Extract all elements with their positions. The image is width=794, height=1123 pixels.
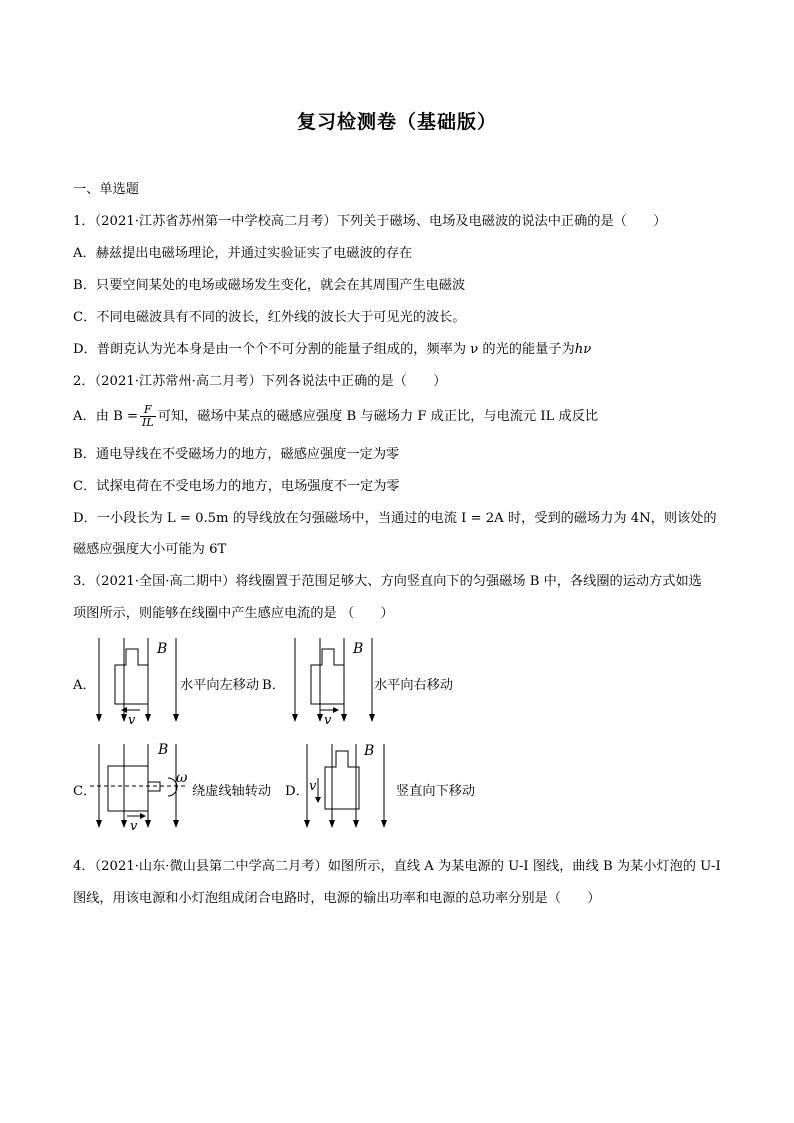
fraction-denominator: IL xyxy=(142,416,154,429)
field-label: B xyxy=(158,742,169,758)
velocity-label: v xyxy=(128,713,136,726)
q2-option-a-pre: A．由 B = xyxy=(73,409,139,424)
section-heading: 一、单选题 xyxy=(73,182,139,197)
q3-figure-b xyxy=(286,634,378,726)
q4-stem-line1: 4．（2021·山东·微山县第二中学高二月考）如图所示，直线 A 为某电源的 U-I 图线，曲线 B 为某小灯泡的 U-I xyxy=(73,859,721,874)
q3-option-d-caption: 竖直向下移动 xyxy=(396,784,476,799)
page-title: 复习检测卷（基础版） xyxy=(296,111,497,133)
q3-figure-d xyxy=(298,740,390,832)
field-label: B xyxy=(157,641,168,657)
q1-option-b: B．只要空间某处的电场或磁场发生变化，就会在其周围产生电磁波 xyxy=(73,278,466,293)
q3-figure-a xyxy=(90,634,182,726)
q2-option-d-line1: D．一小段长为 L = 0.5m 的导线放在匀强磁场中，当通过的电流 I = 2A 时，受到的磁场力为 4N，则该处的 xyxy=(73,511,717,526)
q3-figure-c xyxy=(90,740,190,832)
q2-option-b: B．通电导线在不受磁场力的地方，磁感应强度一定为零 xyxy=(73,447,400,462)
q4-stem-line2: 图线，用该电源和小灯泡组成闭合电路时，电源的输出功率和电源的总功率分别是（ ） xyxy=(73,891,601,906)
field-label: B xyxy=(353,641,364,657)
q2-option-c: C．试探电荷在不受电场力的地方，电场强度不一定为零 xyxy=(73,479,400,494)
q3-option-c-label: C． xyxy=(73,784,97,799)
q3-option-c-caption: 绕虚线轴转动 xyxy=(192,784,272,799)
q1-option-d-formula: hν xyxy=(574,342,592,357)
q1-stem: 1．（2021·江苏省苏州第一中学校高二月考）下列关于磁场、电场及电磁波的说法中正确的是（ ） xyxy=(73,214,667,229)
formula-fraction xyxy=(140,404,156,429)
q2-option-a-post: 可知，磁场中某点的磁感应强度 B 与磁场力 F 成正比，与电流元 IL 成反比 xyxy=(157,409,599,424)
q2-option-d-line2: 磁感应强度大小可能为 6T xyxy=(73,542,227,557)
omega-label: ω xyxy=(176,770,188,786)
q3-stem-line2: 项图所示，则能够在线圈中产生感应电流的是 （ ） xyxy=(73,606,394,621)
q1-option-d-text: D．普朗克认为光本身是由一个个不可分割的能量子组成的，频率为 ν 的光的能量子为 xyxy=(73,342,575,357)
q3-option-a-caption: 水平向左移动 xyxy=(180,678,260,693)
q1-option-d xyxy=(73,341,591,359)
q1-option-a: A．赫兹提出电磁场理论，并通过实验证实了电磁波的存在 xyxy=(73,246,413,261)
field-label: B xyxy=(364,743,375,759)
q3-option-a-label: A． xyxy=(73,678,96,693)
q3-option-b-label: B． xyxy=(262,678,285,693)
q2-stem: 2．（2021·江苏常州·高二月考）下列各说法中正确的是（ ） xyxy=(73,374,447,389)
q3-option-d-label: D． xyxy=(285,784,309,799)
q1-option-c: C．不同电磁波具有不同的波长，红外线的波长大于可见光的波长。 xyxy=(73,310,466,325)
q2-option-a xyxy=(73,404,598,429)
q3-option-b-caption: 水平向右移动 xyxy=(374,678,454,693)
velocity-label: v xyxy=(309,779,317,794)
velocity-label: v xyxy=(324,713,332,726)
q3-stem-line1: 3．（2021·全国·高二期中）将线圈置于范围足够大、方向竖直向下的匀强磁场 B 中，各线圈的运动方式如选 xyxy=(73,574,702,589)
velocity-label: v xyxy=(130,819,138,832)
fraction-numerator: F xyxy=(144,403,152,416)
